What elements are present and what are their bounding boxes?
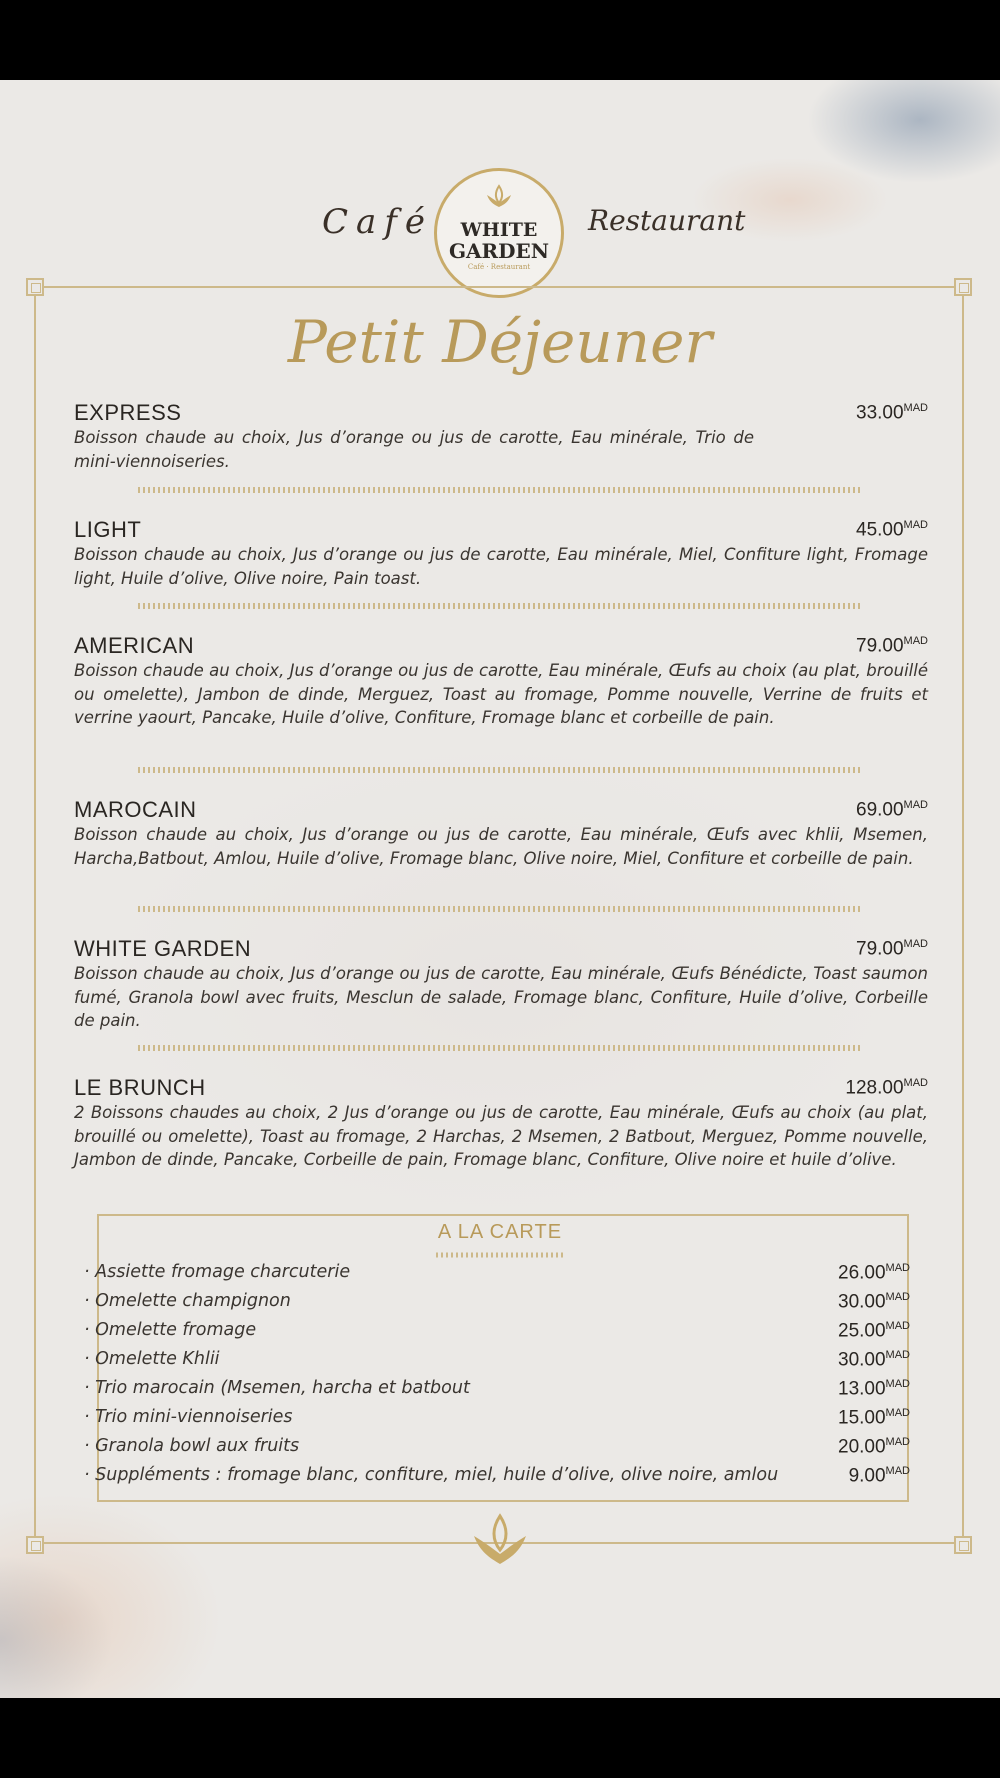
menu-page (0, 80, 1000, 1698)
ornamental-divider (436, 1251, 564, 1259)
lotus-ornament-icon (470, 1512, 530, 1572)
carte-item (84, 1465, 910, 1494)
currency-label: MAD (903, 938, 928, 950)
carte-item (84, 1291, 910, 1320)
carte-item-name: · Omelette champignon (84, 1291, 291, 1311)
menu-item-price: $69.00^{MAD}$ (856, 799, 928, 821)
carte-item-name: · Trio marocain (Msemen, harcha et batbout (84, 1378, 470, 1398)
menu-item-name: EXPRESS (74, 400, 182, 425)
carte-item-name: · Granola bowl aux fruits (84, 1436, 300, 1456)
carte-item-price: $20.00^{MAD}$ (838, 1436, 910, 1458)
ornamental-divider (138, 601, 860, 611)
menu-item-price: $33.00^{MAD}$ (856, 402, 928, 424)
frame-corner-ornament (26, 278, 44, 296)
menu-item-description: Boisson chaude au choix, Jus d’orange ou jus de carotte, Eau minérale, Œufs Bénédicte, Toast saumon fumé, Granola bowl avec fruits, Mesclun de salade, Fromage blanc, Confiture, Huile d’olive, Corbeille de pain. (74, 964, 928, 1030)
menu-item-name: WHITE GARDEN (74, 936, 252, 961)
header-restaurant-label: Restaurant (588, 204, 746, 237)
logo-subtitle: Café · Restaurant (467, 263, 531, 271)
menu-item-price: $128.00^{MAD}$ (845, 1077, 928, 1099)
lotus-logo-icon (484, 183, 514, 213)
restaurant-logo (434, 168, 564, 298)
carte-item-price: $26.00^{MAD}$ (838, 1262, 910, 1284)
currency-label: MAD (903, 519, 928, 531)
menu-item-price: $79.00^{MAD}$ (856, 635, 928, 657)
carte-item-price: $30.00^{MAD}$ (838, 1349, 910, 1371)
menu-item-description: Boisson chaude au choix, Jus d’orange ou jus de carotte, Eau minérale, Œufs avec khlii, Msemen, Harcha,Batbout, Amlou, Huile d’olive, Fromage blanc, Olive noire, Miel, Confiture et corbeille de pain. (74, 825, 928, 868)
ornamental-divider (138, 1043, 860, 1053)
carte-item-name: · Suppléments : fromage blanc, confiture, miel, huile d’olive, olive noire, amlou (84, 1465, 779, 1485)
menu-item (74, 936, 928, 1033)
menu-item (74, 517, 928, 590)
carte-item-price: $30.00^{MAD}$ (838, 1291, 910, 1313)
carte-item-name: · Trio mini-viennoiseries (84, 1407, 293, 1427)
carte-item-name: · Omelette Khlii (84, 1349, 220, 1369)
logo-word-garden: GARDEN (448, 239, 550, 263)
frame-corner-ornament (954, 278, 972, 296)
menu-item (74, 1075, 928, 1172)
frame-corner-ornament (26, 1536, 44, 1554)
ornamental-divider (138, 485, 860, 495)
carte-item (84, 1349, 910, 1378)
logo-word-white: WHITE (460, 219, 538, 241)
carte-item (84, 1407, 910, 1436)
carte-item-name: · Omelette fromage (84, 1320, 257, 1340)
menu-item-name: MAROCAIN (74, 797, 197, 822)
menu-item-price: $79.00^{MAD}$ (856, 938, 928, 960)
carte-item (84, 1436, 910, 1465)
menu-item-description: Boisson chaude au choix, Jus d’orange ou jus de carotte, Eau minérale, Trio de mini-viennoiseries. (74, 428, 754, 471)
currency-label: MAD (903, 635, 928, 647)
carte-item-price: $9.00^{MAD}$ (848, 1465, 910, 1487)
carte-item (84, 1320, 910, 1349)
menu-item-name: AMERICAN (74, 633, 195, 658)
carte-item-price: $13.00^{MAD}$ (838, 1378, 910, 1400)
carte-item (84, 1378, 910, 1407)
carte-item-name: · Assiette fromage charcuterie (84, 1262, 351, 1282)
currency-label: MAD (903, 402, 928, 414)
currency-label: MAD (903, 1077, 928, 1089)
currency-label: MAD (903, 799, 928, 811)
menu-item-description: Boisson chaude au choix, Jus d’orange ou jus de carotte, Eau minérale, Œufs au choix (au plat, brouillé ou omelette), Jambon de dinde, Merguez, Toast au fromage, Pomme nouvelle, Verrine de fruits et verrine yaourt, Pancake, Huile d’olive, Confiture, Fromage blanc et corbeille de pain. (74, 661, 928, 727)
a-la-carte-title: A LA CARTE (437, 1221, 563, 1243)
menu-item-price: $45.00^{MAD}$ (856, 519, 928, 541)
menu-item (74, 797, 928, 870)
header-cafe-label: Café (322, 202, 433, 242)
carte-item-price: $25.00^{MAD}$ (838, 1320, 910, 1342)
menu-item (74, 633, 928, 730)
ornamental-divider (138, 904, 860, 914)
menu-item-description: Boisson chaude au choix, Jus d’orange ou jus de carotte, Eau minérale, Miel, Confiture light, Fromage light, Huile d’olive, Olive noire, Pain toast. (74, 545, 928, 588)
menu-item-name: LE BRUNCH (74, 1075, 206, 1100)
page-title: Petit Déjeuner (287, 308, 713, 376)
carte-item (84, 1262, 910, 1291)
frame-corner-ornament (954, 1536, 972, 1554)
menu-item (74, 400, 928, 473)
menu-item-description: 2 Boissons chaudes au choix, 2 Jus d’orange ou jus de carotte, Eau minérale, Œufs au choix (au plat, brouillé ou omelette), Toast au fromage, 2 Harchas, 2 Msemen, 2 Batbout, Merguez, Pomme nouvelle, Jambon de dinde, Pancake, Corbeille de pain, Fromage blanc, Confiture, Olive noire et huile d’olive. (74, 1103, 928, 1169)
menu-item-name: LIGHT (74, 517, 142, 542)
carte-item-price: $15.00^{MAD}$ (838, 1407, 910, 1429)
ornamental-divider (138, 765, 860, 775)
